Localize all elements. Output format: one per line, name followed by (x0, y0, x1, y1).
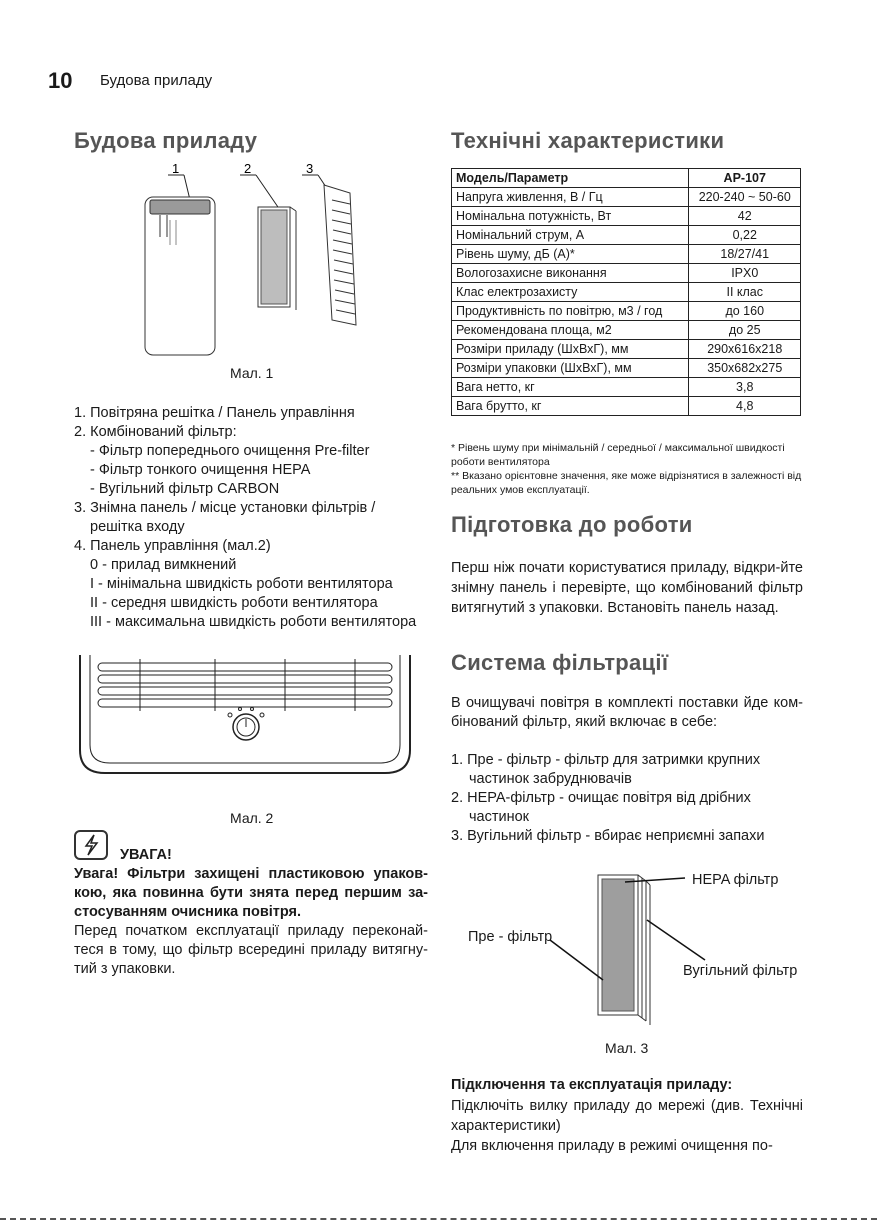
table-row (452, 207, 801, 226)
table-row (452, 397, 801, 416)
table-row (452, 302, 801, 321)
running-header: Будова приладу (100, 72, 213, 89)
list-item: 3. Вугільний фільтр - вбирає неприємні запахи (451, 828, 765, 844)
table-cell: Номінальний струм, А (452, 226, 689, 245)
page-bottom-divider (0, 1218, 877, 1220)
table-cell: II клас (689, 283, 801, 302)
connection-text: Підключіть вилку приладу до мережі (див. Технічні характеристики) (451, 1098, 803, 1134)
list-item: 1. Пре - фільтр - фільтр для затримки крупних (451, 752, 761, 768)
list-item: частинок забруднювачів (469, 771, 632, 787)
table-cell: Рівень шуму, дБ (А)* (452, 245, 689, 264)
table-row (452, 188, 801, 207)
list-item: 3. Знімна панель / місце установки фільтрів / (74, 500, 376, 516)
table-cell: до 25 (689, 321, 801, 340)
list-item: III - максимальна швидкість роботи вентилятора (90, 614, 417, 630)
table-row (452, 359, 801, 378)
label-pre-filter: Пре - фільтр (468, 929, 553, 945)
callout-3: 3 (306, 161, 314, 176)
preparation-text: Перш ніж почати користуватися приладу, відкри-йте знімну панель і перевірте, що комбінований фільтр витягнутий з упаковки. Встановіть панель назад. (451, 560, 803, 616)
list-item: 2. Комбінований фільтр: (74, 424, 237, 440)
list-item: 1. Повітряна решітка / Панель управління (74, 405, 355, 421)
list-item: 0 - прилад вимкнений (90, 557, 237, 573)
section-title-filtration: Система фільтрації (451, 650, 669, 675)
table-row (452, 245, 801, 264)
table-cell: 290x616x218 (689, 340, 801, 359)
table-cell: Рекомендована площа, м2 (452, 321, 689, 340)
table-header-row (452, 169, 801, 188)
connection-title: Підключення та експлуатація приладу: (451, 1077, 733, 1093)
table-cell: до 160 (689, 302, 801, 321)
table-cell: Розміри упаковки (ШхВхГ), мм (452, 359, 689, 378)
warning-label: УВАГА! (120, 847, 172, 863)
table-header-cell: Модель/Параметр (452, 169, 689, 188)
table-cell: 3,8 (689, 378, 801, 397)
label-hepa-filter: HEPA фільтр (692, 872, 779, 888)
table-header-cell: AP-107 (689, 169, 801, 188)
table-cell: 18/27/41 (689, 245, 801, 264)
section-title-preparation: Підготовка до роботи (451, 512, 693, 537)
callout-1: 1 (172, 161, 180, 176)
table-cell: Продуктивність по повітрю, м3 / год (452, 302, 689, 321)
warning-bold-text: Увага! Фільтри захищені пластиковою упаков-кою, яка повинна бути знята перед першим за-стосуванням очисника повітря. (74, 866, 428, 920)
warning-text: Перед початком експлуатації приладу переконай-теся в тому, що фільтр всередині приладу витягну-тий з упаковки. (74, 923, 428, 977)
warning-icon (74, 830, 108, 860)
table-row (452, 378, 801, 397)
table-cell: Номінальна потужність, Вт (452, 207, 689, 226)
page-number: 10 (48, 68, 73, 93)
table-row (452, 321, 801, 340)
filtration-intro: В очищувачі повітря в комплекті поставки йде ком-бінований фільтр, який включає в себе: (451, 695, 803, 730)
table-row (452, 283, 801, 302)
list-item: - Вугільний фільтр CARBON (90, 481, 280, 497)
table-cell: 4,8 (689, 397, 801, 416)
table-cell: Клас електрозахисту (452, 283, 689, 302)
connection-text-2: Для включення приладу в режимі очищення по- (451, 1138, 773, 1154)
list-item: II - середня швидкість роботи вентилятора (90, 595, 378, 611)
table-cell: 0,22 (689, 226, 801, 245)
construction-list (74, 404, 434, 632)
table-cell: Вага брутто, кг (452, 397, 689, 416)
filtration-list (451, 751, 811, 846)
list-item: I - мінімальна швидкість роботи вентилятора (90, 576, 393, 592)
section-title-specs: Технічні характеристики (451, 128, 725, 153)
table-cell: 350x682x275 (689, 359, 801, 378)
footnote-approx: ** Вказано орієнтовне значення, яке може відрізнятися в залежності від реальних умов експлуатації. (451, 470, 802, 496)
table-cell: IPX0 (689, 264, 801, 283)
figure-1-caption: Мал. 1 (230, 365, 274, 381)
list-item: 4. Панель управління (мал.2) (74, 538, 271, 554)
list-item: - Фільтр попереднього очищення Pre-filter (90, 443, 370, 459)
list-item: решітка входу (90, 519, 185, 535)
table-cell: Розміри приладу (ШхВхГ), мм (452, 340, 689, 359)
device-construction-figure (110, 155, 390, 365)
table-cell: 220-240 ~ 50-60 (689, 188, 801, 207)
footnote-noise: * Рівень шуму при мінімальній / середньої / максимальної швидкості роботи вентилятора (451, 442, 785, 468)
list-item: частинок (469, 809, 530, 825)
table-cell: Напруга живлення, В / Гц (452, 188, 689, 207)
table-row (452, 264, 801, 283)
table-row (452, 226, 801, 245)
callout-2: 2 (244, 161, 252, 176)
section-title-construction: Будова приладу (74, 128, 258, 153)
table-row (452, 340, 801, 359)
specifications-table (451, 168, 801, 416)
table-cell: 42 (689, 207, 801, 226)
figure-3-caption: Мал. 3 (605, 1040, 649, 1056)
figure-2-caption: Мал. 2 (230, 810, 274, 826)
label-carbon-filter: Вугільний фільтр (683, 963, 798, 979)
table-cell: Вага нетто, кг (452, 378, 689, 397)
control-panel-figure (60, 655, 430, 795)
table-cell: Вологозахисне виконання (452, 264, 689, 283)
list-item: - Фільтр тонкого очищення HEPA (90, 462, 311, 478)
list-item: 2. HEPA-фільтр - очищає повітря від дрібних (451, 790, 751, 806)
